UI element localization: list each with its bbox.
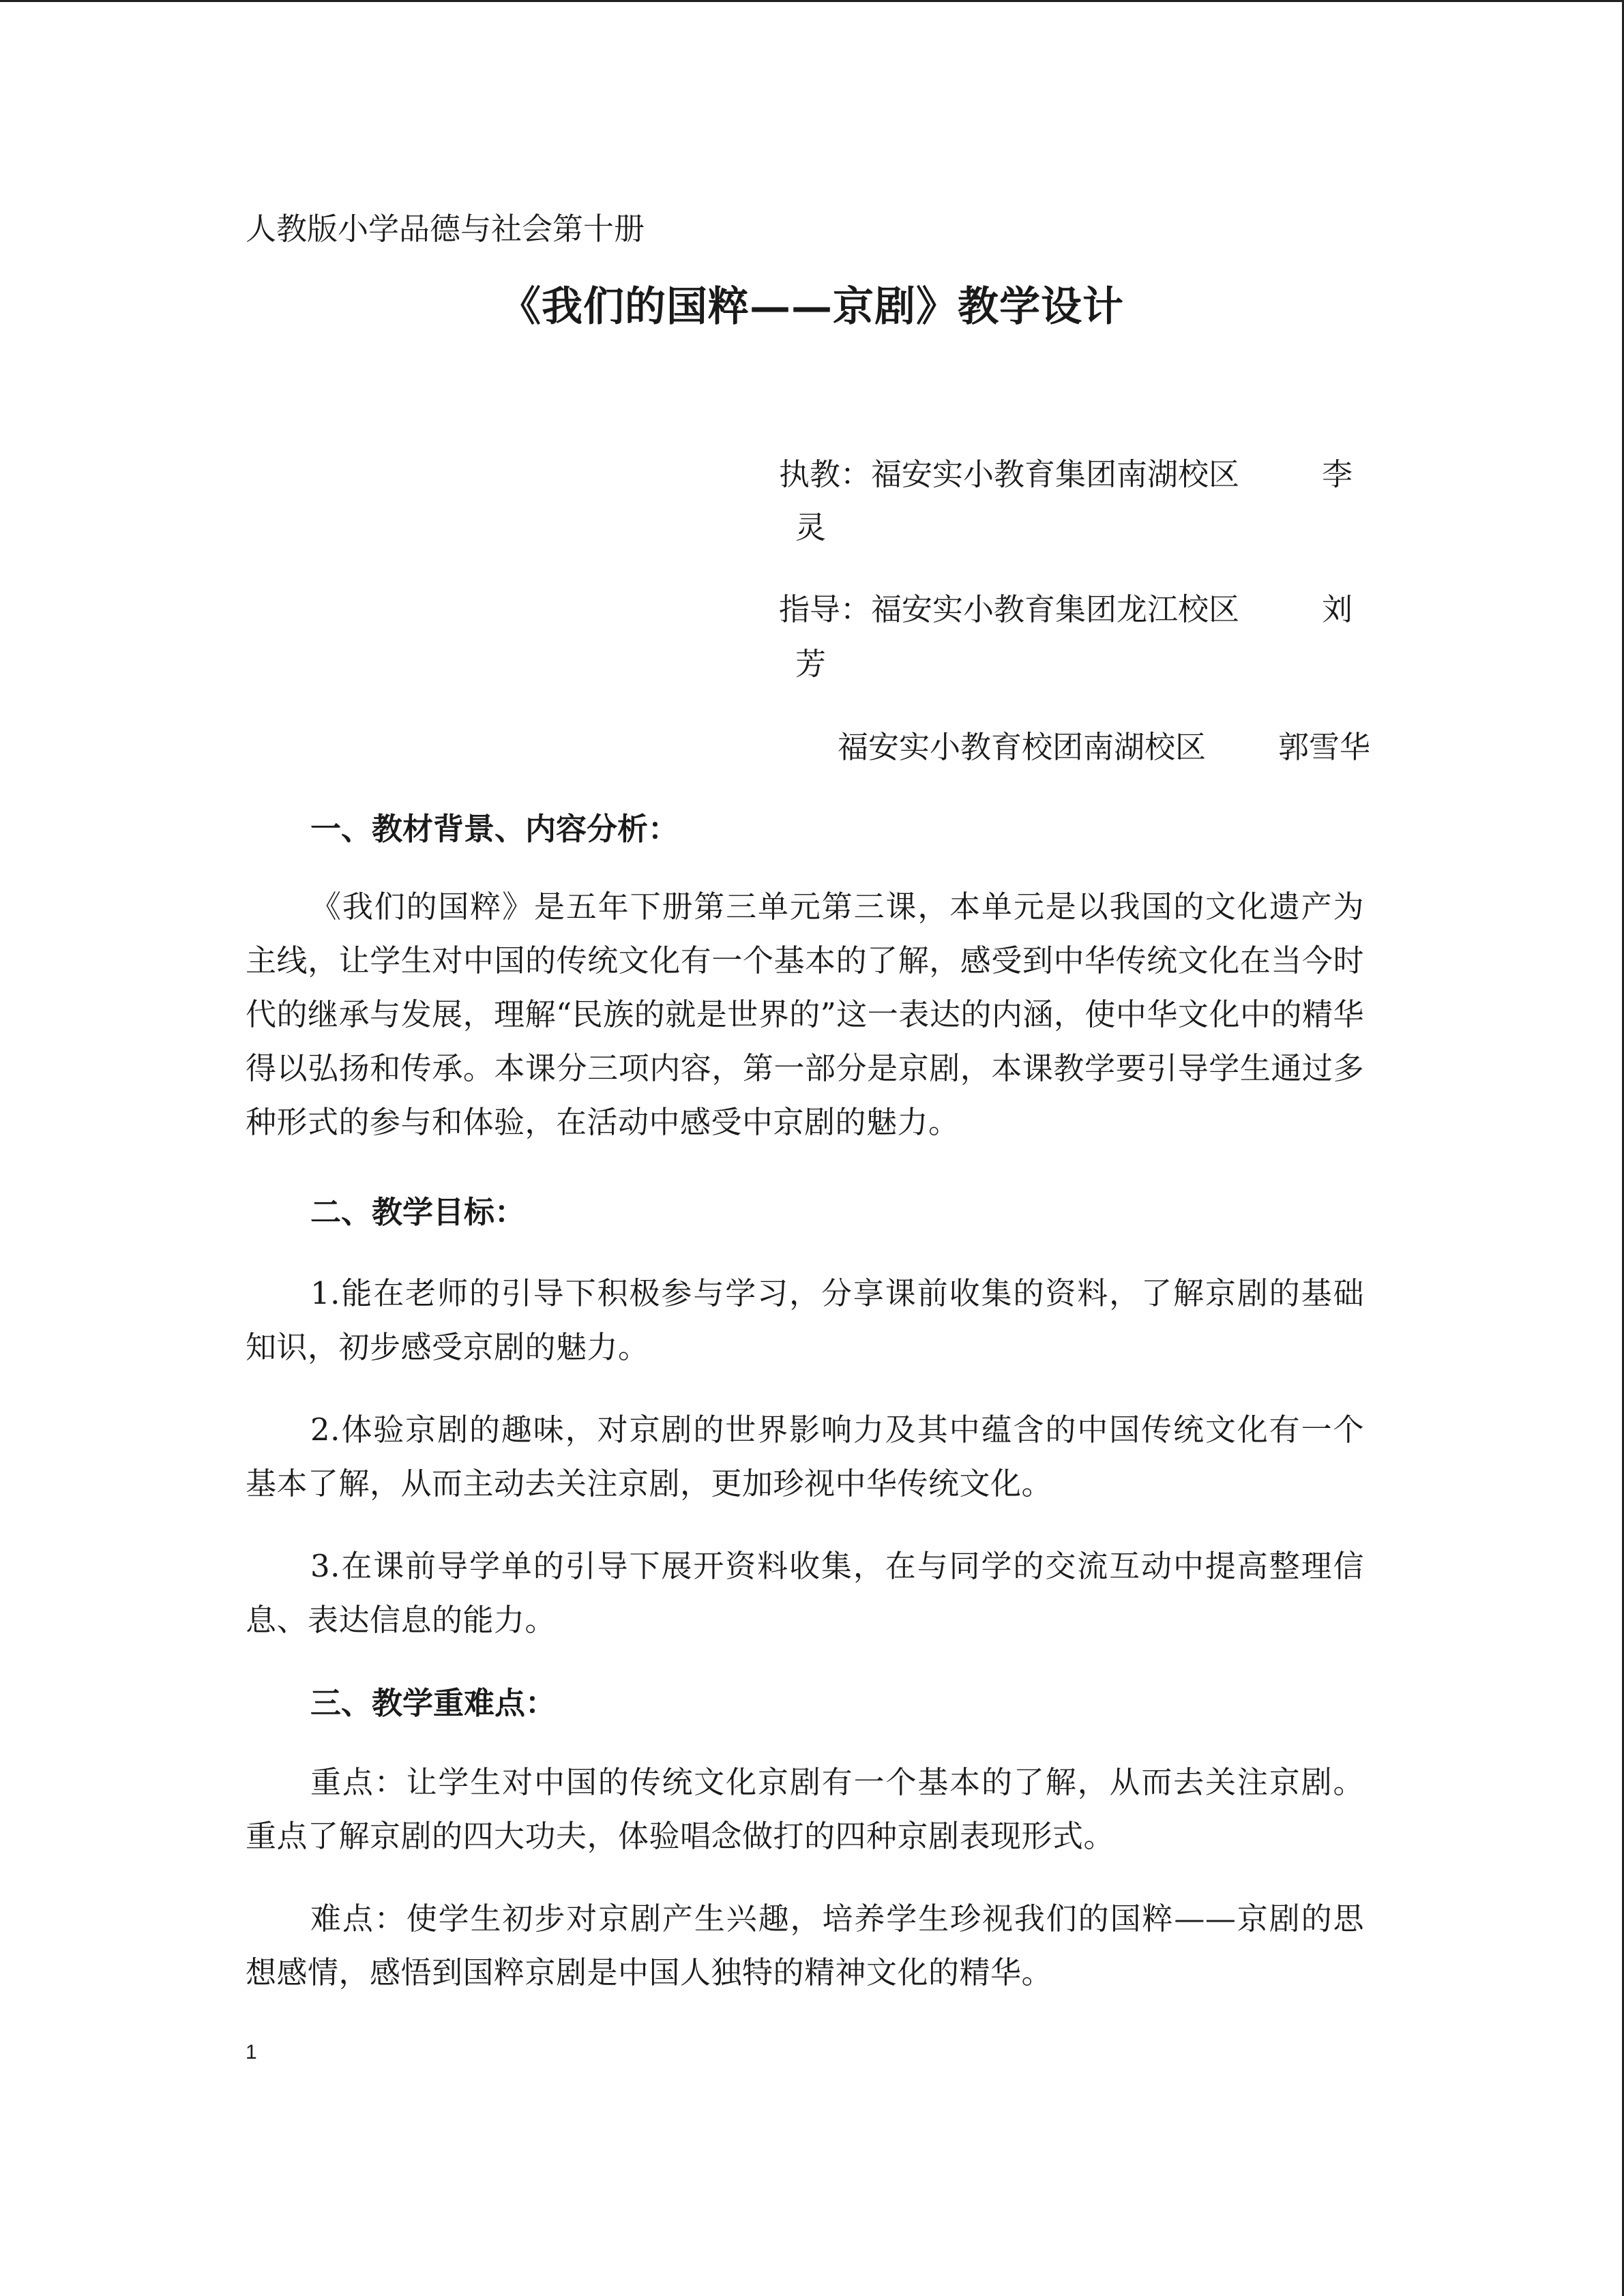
section-heading-objectives: 二、教学目标： — [310, 1194, 526, 1230]
series-label: 人教版小学品德与社会第十册 — [246, 211, 645, 247]
credit-advisor-name: 刘 — [1322, 591, 1353, 627]
credit-advisor-name-tail: 芳 — [795, 646, 827, 682]
section-heading-key-points: 三、教学重难点： — [310, 1685, 557, 1721]
difficult-point-paragraph: 难点：使学生初步对京剧产生兴趣，培养学生珍视我们的国粹——京剧的思想感情，感悟到国粹京剧是中国人独特的精神文化的精华。 — [246, 1900, 1364, 1991]
page-number: 1 — [246, 2041, 257, 2063]
objective-item-3: 3.在课前导学单的引导下展开资料收集，在与同学的交流互动中提高整理信息、表达信息的能力。 — [246, 1548, 1364, 1638]
document-title: 《我们的国粹——京剧》教学设计 — [500, 283, 1124, 331]
section-heading-background: 一、教材背景、内容分析： — [310, 811, 679, 847]
credit-advisor2-role: 福安实小教育校团南湖校区 — [838, 729, 1207, 765]
credit-advisor2-name: 郭雪华 — [1278, 729, 1371, 765]
credit-advisor-role: 指导：福安实小教育集团龙江校区 — [779, 591, 1240, 627]
objective-item-1: 1.能在老师的引导下积极参与学习，分享课前收集的资料，了解京剧的基础知识，初步感受京剧的魅力。 — [246, 1275, 1364, 1365]
credit-teacher — [779, 450, 1239, 499]
credit-advisor — [779, 585, 1239, 634]
credit-teacher-name: 李 — [1322, 456, 1353, 492]
credit-teacher-role: 执教：福安实小教育集团南湖校区 — [779, 456, 1240, 492]
section-background-paragraph: 《我们的国粹》是五年下册第三单元第三课，本单元是以我国的文化遗产为主线，让学生对中国的传统文化有一个基本的了解，感受到中华传统文化在当今时代的继承与发展，理解“民族的就是世界的”这一表达的内涵，使中华文化中的精华得以弘扬和传承。本课分三项内容，第一部分是京剧，本课教学要引导学生通过多种形式的参与和体验，在活动中感受中京剧的魅力。 — [246, 889, 1364, 1140]
objective-item-2: 2.体验京剧的趣味，对京剧的世界影响力及其中蕴含的中国传统文化有一个基本了解，从而主动去关注京剧，更加珍视中华传统文化。 — [246, 1412, 1364, 1502]
top-border-line — [0, 0, 1624, 2]
key-point-paragraph: 重点：让学生对中国的传统文化京剧有一个基本的了解，从而去关注京剧。重点了解京剧的四大功夫，体验唱念做打的四种京剧表现形式。 — [246, 1764, 1364, 1854]
credit-teacher-name-tail: 灵 — [795, 509, 827, 546]
